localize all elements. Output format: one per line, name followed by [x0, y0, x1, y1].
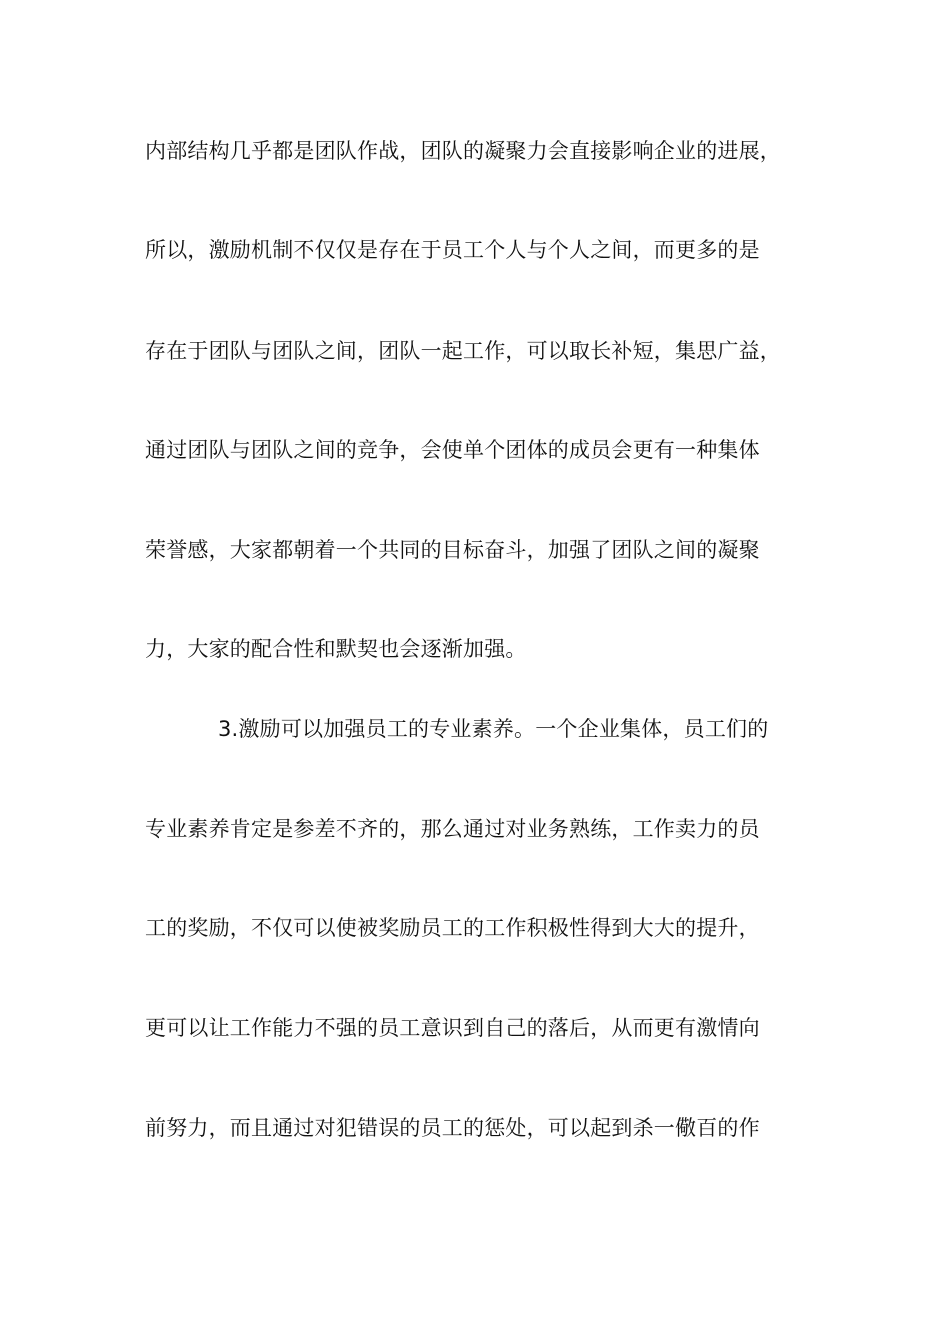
paragraph-line-5: 荣誉感，大家都朝着一个共同的目标奋斗，加强了团队之间的凝聚 — [145, 538, 760, 562]
paragraph-line-7: 3.激励可以加强员工的专业素养。一个企业集体，员工们的 — [218, 717, 769, 741]
paragraph-line-6: 力，大家的配合性和默契也会逐渐加强。 — [145, 637, 527, 661]
paragraph-line-11: 前努力，而且通过对犯错误的员工的惩处，可以起到杀一儆百的作 — [145, 1116, 760, 1140]
paragraph-line-8: 专业素养肯定是参差不齐的，那么通过对业务熟练，工作卖力的员 — [145, 817, 760, 841]
paragraph-line-2: 所以，激励机制不仅仅是存在于员工个人与个人之间，而更多的是 — [145, 238, 760, 262]
paragraph-line-1: 内部结构几乎都是团队作战，团队的凝聚力会直接影响企业的进展， — [145, 139, 781, 163]
paragraph-line-4: 通过团队与团队之间的竞争，会使单个团体的成员会更有一种集体 — [145, 438, 760, 462]
paragraph-line-9: 工的奖励，不仅可以使被奖励员工的工作积极性得到大大的提升， — [145, 916, 760, 940]
paragraph-line-3: 存在于团队与团队之间，团队一起工作，可以取长补短，集思广益， — [145, 339, 781, 363]
paragraph-line-10: 更可以让工作能力不强的员工意识到自己的落后，从而更有激情向 — [145, 1016, 760, 1040]
